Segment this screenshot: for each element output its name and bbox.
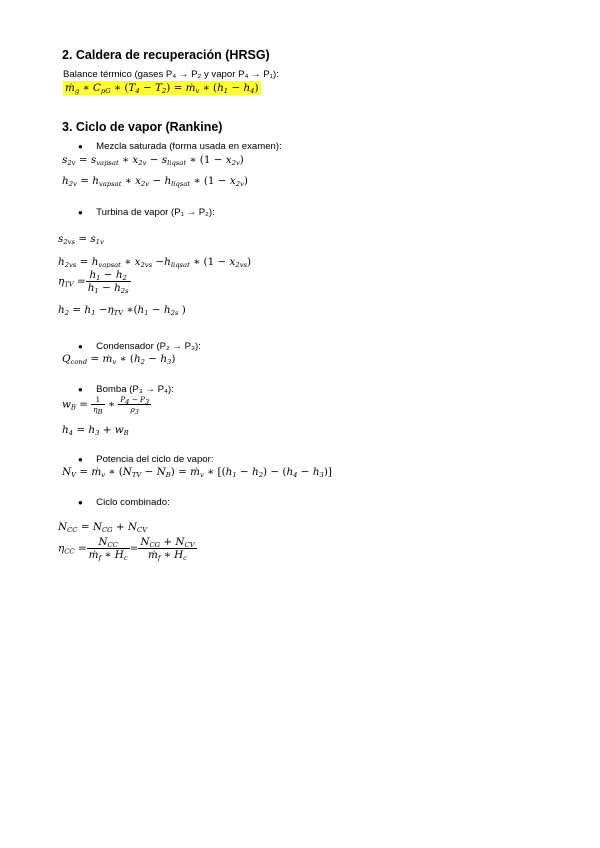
section-heading-rankine: 3. Ciclo de vapor (Rankine): [62, 120, 223, 134]
bomba-label: Bomba (P₃ → P₄):: [96, 384, 174, 395]
equation-qcond: $Q_{cond}$ = ṁ$_v$ ∗ $(h_2 - h_3)$: [62, 353, 176, 366]
equation-wb: $w_B$ = $\frac{1}{\eta_B}$ ∗ $\frac{P_4 - P_3}{\rho_3}$: [62, 395, 150, 416]
section-heading-hrsg: 2. Caldera de recuperación (HRSG): [62, 48, 270, 62]
equation-eta-cc: $\eta_{CC}$ = $\frac{N_{CC}}{ṁ_f ∗ H_c}$ = $\frac{N_{CG} + N_{CV}}{ṁ_f ∗ H_c}$: [58, 536, 195, 562]
balance-label: Balance térmico (gases P₄ → P₂ y vapor P₄ → P₁):: [63, 69, 279, 80]
turbina-label: Turbina de vapor (P₁ → P₂):: [96, 207, 215, 218]
combinado-label: Ciclo combinado:: [96, 497, 170, 508]
equation-nv: $N_V$ = ṁ$_v$ ∗ $(N_{TV} - N_B)$ = ṁ$_v$ ∗ $[(h_1 - h_2) - (h_4 - h_3)]$: [62, 466, 332, 479]
equation-ncc: $N_{CC} = N_{CG} + N_{CV}$: [58, 521, 148, 534]
equation-h2v: $h_{2v} = h_{vapsat}$ ∗ $x_{2v} - h_{liqsat}$ ∗ $(1 - x_{2v})$: [62, 175, 248, 188]
balance-equation: ṁ$_g$ ∗ $C_{pG}$ ∗ $(T_4 - T_2)$ = ṁ$_v$ ∗ $(h_1 - h_4)$: [65, 82, 259, 95]
equation-s2v: $s_{2v} = s_{vapsat}$ ∗ $x_{2v} - s_{liqsat}$ ∗ $(1 - x_{2v})$: [62, 154, 244, 167]
equation-h2vs: $h_{2vs} = h_{vapsat}$ ∗ $x_{2vs} -h_{liqsat}$ ∗ $(1 - x_{2vs})$: [58, 256, 252, 269]
equation-eta-tv: $\eta_{TV}$ = $\frac{h_1 - h_2}{h_1 - h_{2s}}$: [58, 269, 129, 295]
bullet-bomba: ● Bomba (P₃ → P₄):: [78, 384, 174, 395]
potencia-label: Potencia del ciclo de vapor:: [96, 454, 214, 465]
bullet-condensador: ● Condensador (P₂ → P₃):: [78, 341, 201, 352]
equation-h4: $h_4 = h_3 + w_B$: [62, 424, 129, 437]
mezcla-label: Mezcla saturada (forma usada en examen):: [96, 141, 282, 152]
bullet-turbina: ● Turbina de vapor (P₁ → P₂):: [78, 207, 215, 218]
condensador-label: Condensador (P₂ → P₃):: [96, 341, 201, 352]
bullet-mezcla: ● Mezcla saturada (forma usada en examen):: [78, 141, 282, 152]
equation-s2vs: $s_{2vs} = s_{1v}$: [58, 233, 104, 246]
equation-h2: $h_2 = h_1 -\eta_{TV}$ $∗(h_1 - h_{2s}$ ): [58, 304, 186, 317]
bullet-combinado: ● Ciclo combinado:: [78, 497, 170, 508]
bullet-potencia: ● Potencia del ciclo de vapor:: [78, 454, 214, 465]
